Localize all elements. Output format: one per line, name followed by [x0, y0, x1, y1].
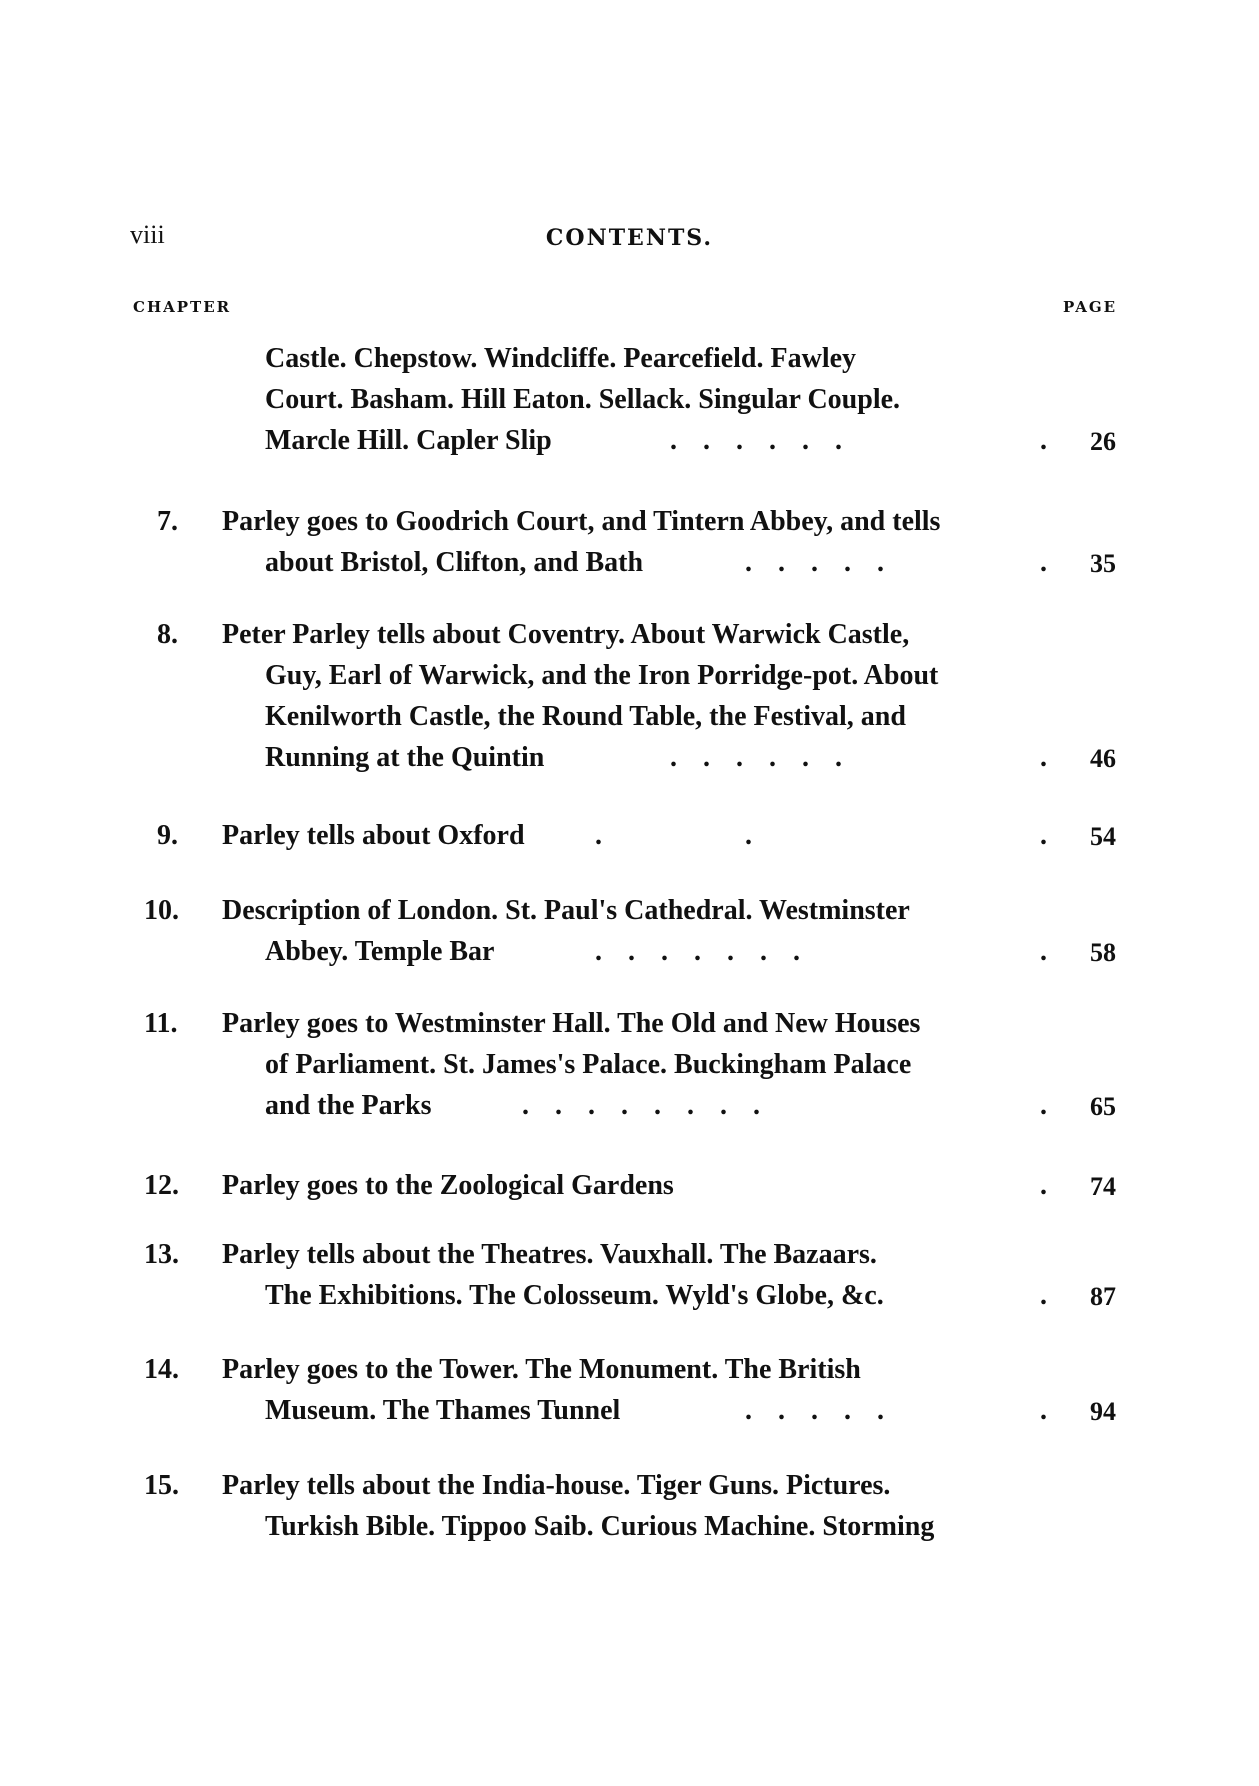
- entry-line: Court. Basham. Hill Eaton. Sellack. Singular Couple.: [265, 384, 901, 415]
- chapter-number: 8.: [157, 619, 178, 650]
- entry-line: Marcle Hill. Capler Slip: [265, 425, 552, 456]
- page-number: 65: [1090, 1092, 1116, 1121]
- chapter-number: 13.: [144, 1239, 179, 1270]
- page-number: 54: [1090, 822, 1116, 851]
- entry-line: Parley tells about Oxford: [222, 820, 525, 851]
- dot-leaders: .......: [595, 936, 826, 967]
- dot-leaders: .: [1040, 1170, 1073, 1201]
- dot-leaders: .: [595, 820, 628, 851]
- running-head: CONTENTS.: [545, 225, 714, 251]
- page-folio: viii: [130, 220, 165, 249]
- dot-leaders: .....: [745, 547, 910, 578]
- dot-leaders: ......: [670, 425, 868, 456]
- chapter-number: 12.: [144, 1170, 179, 1201]
- entry-line: Castle. Chepstow. Windcliffe. Pearcefield. Fawley: [265, 343, 857, 374]
- entry-line: The Exhibitions. The Colosseum. Wyld's Globe, &c.: [265, 1280, 884, 1311]
- dot-leaders: .: [1040, 1280, 1073, 1311]
- dot-leaders: .: [1040, 742, 1073, 773]
- entry-line: Abbey. Temple Bar: [265, 936, 495, 967]
- entry-line: of Parliament. St. James's Palace. Buckingham Palace: [265, 1049, 912, 1080]
- dot-leaders: .: [1040, 1395, 1073, 1426]
- dot-leaders: .....: [745, 1395, 910, 1426]
- entry-line: Parley goes to the Zoological Gardens: [222, 1170, 674, 1201]
- dot-leaders: ......: [670, 742, 868, 773]
- dot-leaders: .: [1040, 1090, 1073, 1121]
- entry-line: Parley goes to the Tower. The Monument. The British: [222, 1354, 861, 1385]
- page-number: 35: [1090, 549, 1116, 578]
- page-column-label: PAGE: [1063, 298, 1118, 316]
- entry-line: Guy, Earl of Warwick, and the Iron Porridge-pot. About: [265, 660, 939, 691]
- entry-line: Turkish Bible. Tippoo Saib. Curious Machine. Storming: [265, 1511, 935, 1542]
- page-number: 87: [1090, 1282, 1116, 1311]
- page-number: 46: [1090, 744, 1116, 773]
- chapter-number: 7.: [157, 506, 178, 537]
- page-number: 26: [1090, 427, 1116, 456]
- chapter-number: 15.: [144, 1470, 179, 1501]
- dot-leaders: .: [1040, 820, 1073, 851]
- chapter-number: 11.: [144, 1008, 178, 1039]
- entry-line: and the Parks: [265, 1090, 432, 1121]
- dot-leaders: .: [745, 820, 778, 851]
- page-number: 74: [1090, 1172, 1116, 1201]
- entry-line: Kenilworth Castle, the Round Table, the Festival, and: [265, 701, 906, 732]
- dot-leaders: .: [1040, 425, 1073, 456]
- entry-line: Parley goes to Goodrich Court, and Tintern Abbey, and tells: [222, 506, 941, 537]
- entry-line: Parley goes to Westminster Hall. The Old and New Houses: [222, 1008, 921, 1039]
- entry-line: Museum. The Thames Tunnel: [265, 1395, 621, 1426]
- chapter-number: 14.: [144, 1354, 179, 1385]
- entry-line: Description of London. St. Paul's Cathedral. Westminster: [222, 895, 910, 926]
- entry-line: Peter Parley tells about Coventry. About Warwick Castle,: [222, 619, 910, 650]
- page-number: 58: [1090, 938, 1116, 967]
- dot-leaders: .: [1040, 547, 1073, 578]
- entry-line: Parley tells about the Theatres. Vauxhall. The Bazaars.: [222, 1239, 877, 1270]
- dot-leaders: ........: [522, 1090, 786, 1121]
- entry-line: about Bristol, Clifton, and Bath: [265, 547, 644, 578]
- entry-line: Running at the Quintin: [265, 742, 545, 773]
- page-number: 94: [1090, 1397, 1116, 1426]
- entry-line: Parley tells about the India-house. Tiger Guns. Pictures.: [222, 1470, 891, 1501]
- chapter-column-label: CHAPTER: [133, 298, 232, 316]
- chapter-number: 10.: [144, 895, 179, 926]
- dot-leaders: .: [1040, 936, 1073, 967]
- chapter-number: 9.: [157, 820, 178, 851]
